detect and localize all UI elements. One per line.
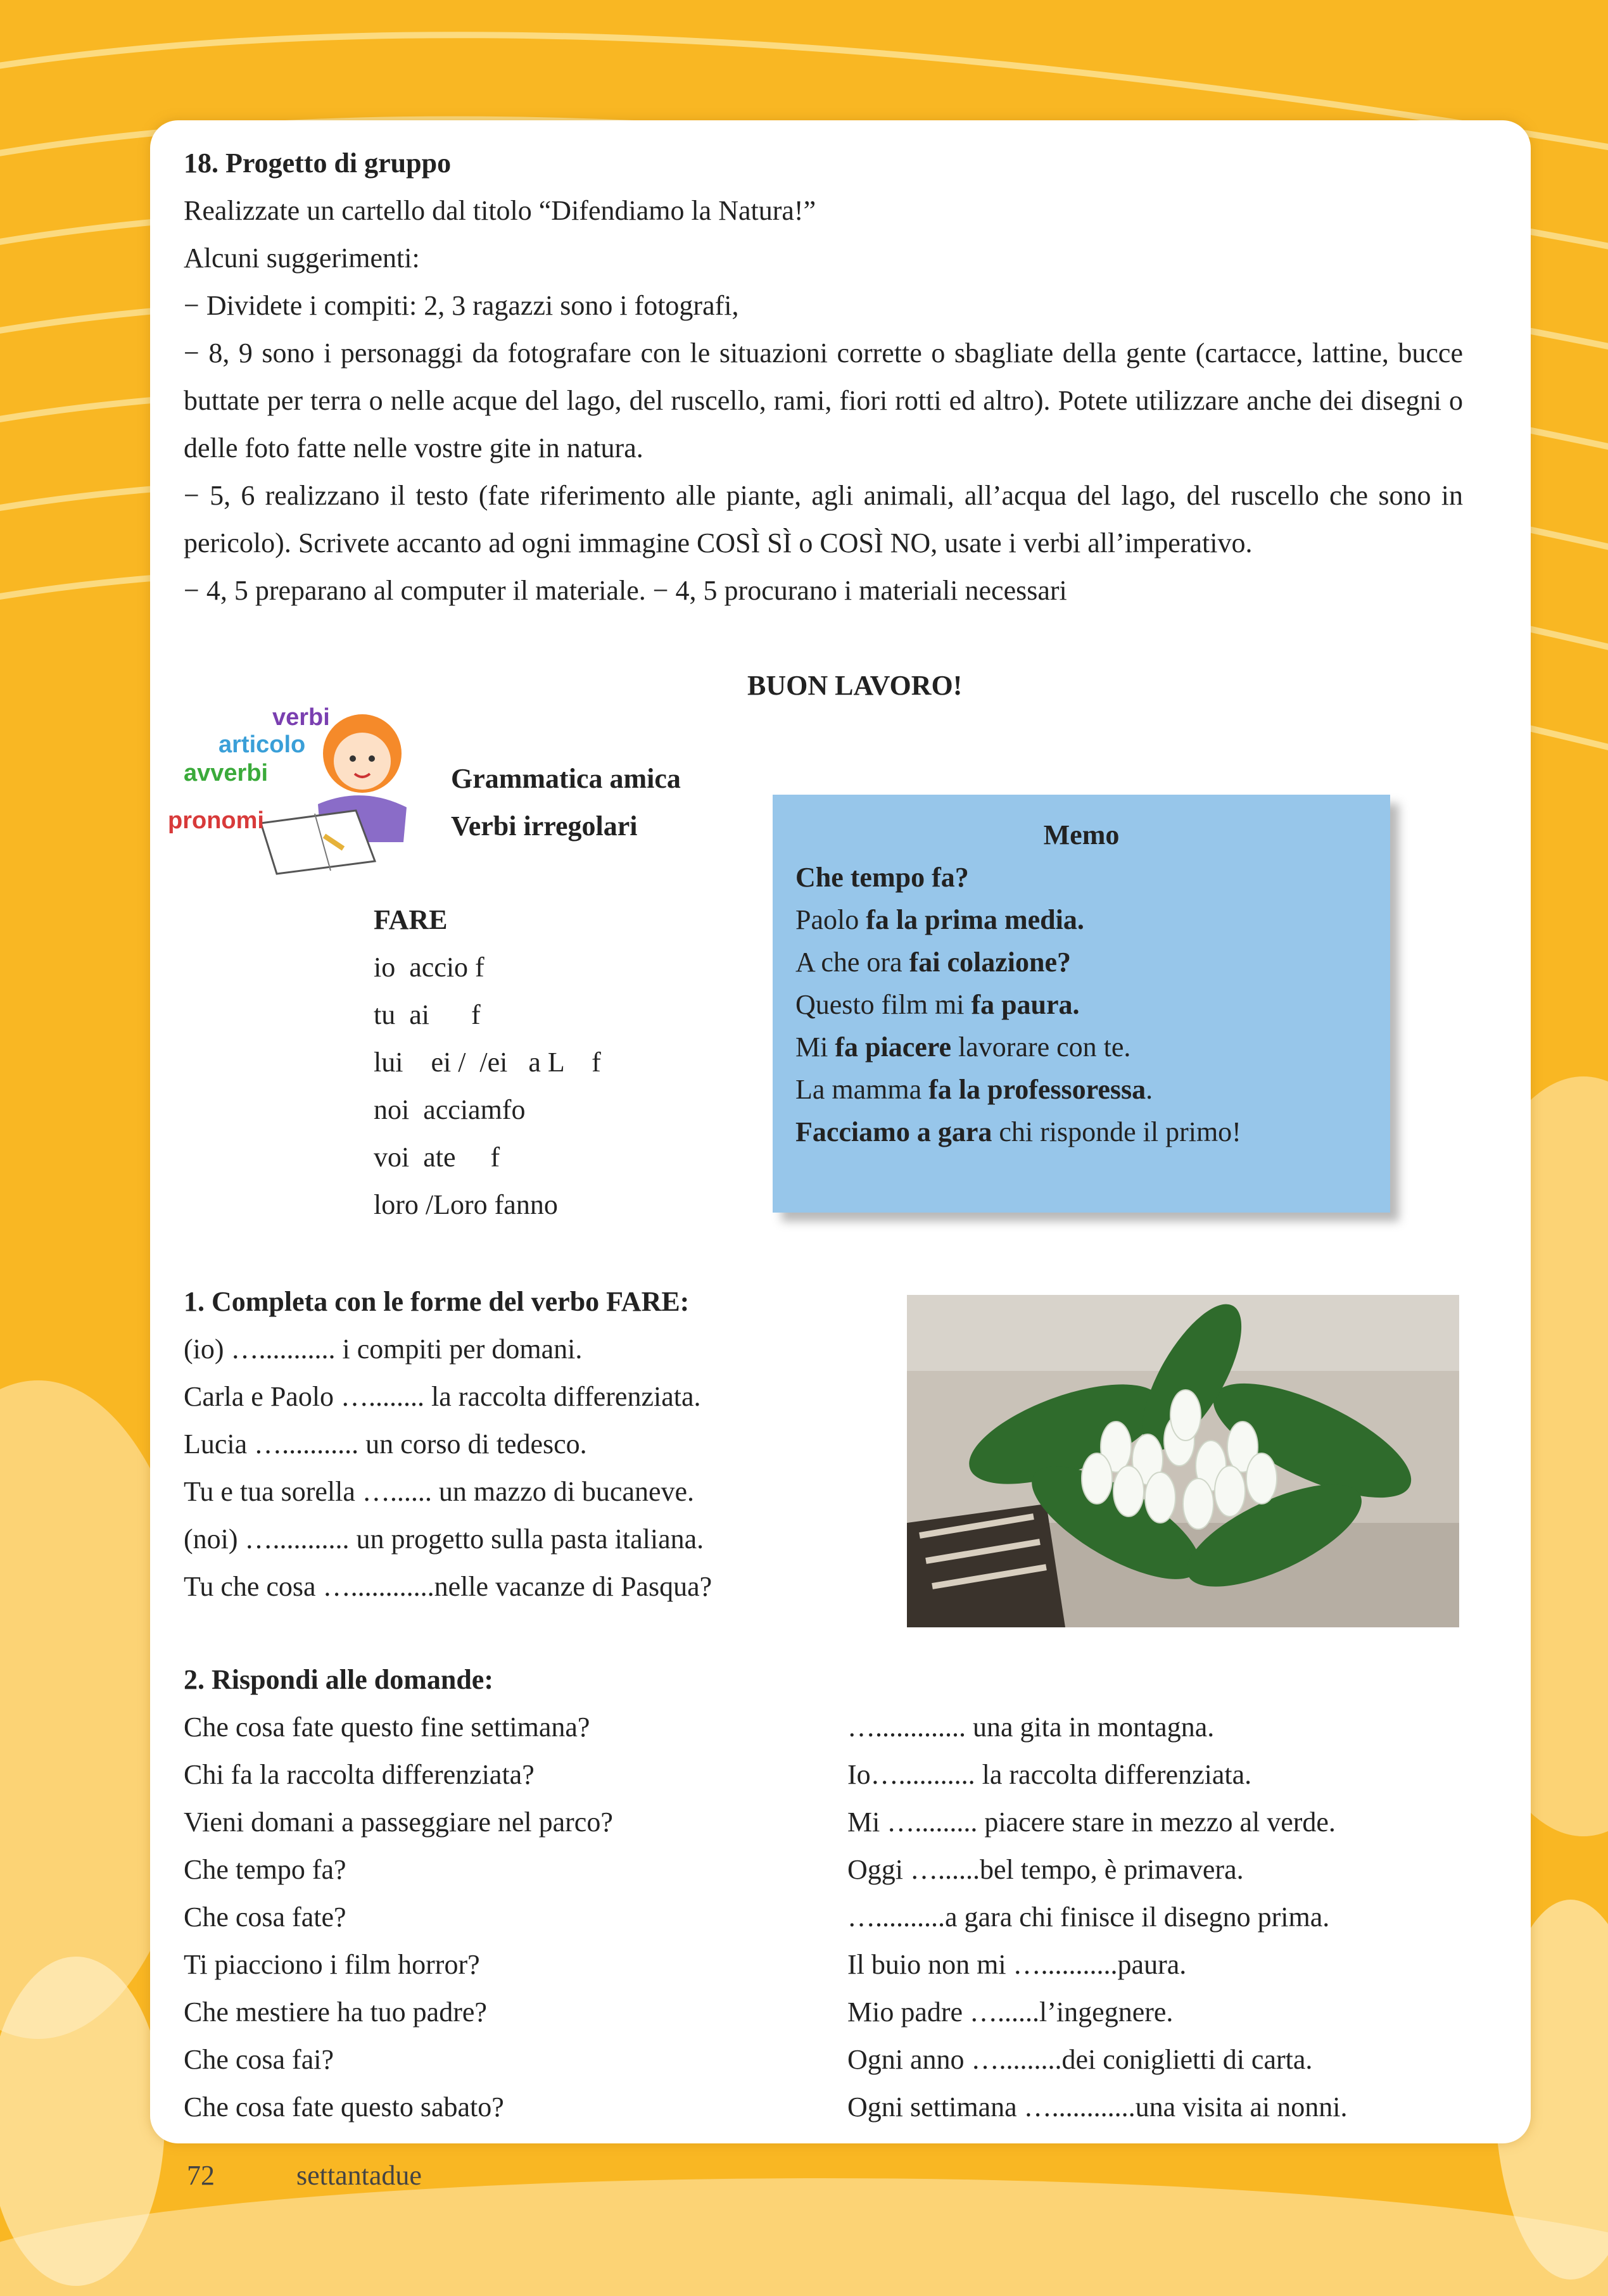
memo-line bbox=[795, 1068, 1390, 1111]
memo-text: A che ora bbox=[795, 947, 909, 978]
exercise2-answers bbox=[847, 1703, 1347, 2131]
memo-bold-text: fa la professoressa bbox=[928, 1074, 1146, 1105]
memo-bold-text: fa la prima media. bbox=[866, 904, 1084, 935]
page-number: 72 bbox=[187, 2160, 215, 2191]
conjugation-row: io accio f bbox=[374, 952, 484, 983]
project-closing: BUON LAVORO! bbox=[747, 670, 963, 701]
answer-item: …..........a gara chi finisce il disegno prima. bbox=[847, 1902, 1330, 1933]
verb-name: FARE bbox=[374, 904, 448, 935]
answer-item: Oggi …......bel tempo, è primavera. bbox=[847, 1854, 1244, 1885]
illustration-word: avverbi bbox=[184, 760, 269, 786]
memo-line bbox=[795, 1111, 1390, 1153]
project-heading: 18. Progetto di gruppo bbox=[184, 148, 452, 179]
memo-lines bbox=[773, 856, 1390, 1153]
memo-text: chi risponde il primo! bbox=[992, 1116, 1241, 1147]
exercise1-item: Tu che cosa …............nelle vacanze di Pasqua? bbox=[184, 1571, 712, 1602]
exercise1-item: Tu e tua sorella …...... un mazzo di bucaneve. bbox=[184, 1476, 695, 1507]
memo-box bbox=[773, 795, 1390, 1213]
answer-item: Mio padre …......l’ingegnere. bbox=[847, 1996, 1174, 2028]
project-line: − Dividete i compiti: 2, 3 ragazzi sono i fotografi, bbox=[184, 290, 739, 321]
memo-text: . bbox=[1146, 1074, 1153, 1105]
page-number-word: settantadue bbox=[296, 2160, 422, 2191]
memo-text: Mi bbox=[795, 1031, 835, 1063]
answer-item: Ogni settimana …............una visita ai nonni. bbox=[847, 2091, 1348, 2123]
answer-item: Ogni anno ….........dei coniglietti di carta. bbox=[847, 2044, 1313, 2075]
question-item: Che cosa fate questo sabato? bbox=[184, 2091, 504, 2123]
exercise1-item: (io) …........... i compiti per domani. bbox=[184, 1334, 583, 1365]
project-text bbox=[184, 187, 1463, 614]
conjugation-row: loro /Loro fanno bbox=[374, 1189, 558, 1220]
illustration-word: pronomi bbox=[168, 807, 264, 834]
exercise2-heading: 2. Rispondi alle domande: bbox=[184, 1664, 493, 1695]
exercise1-list bbox=[184, 1325, 712, 1610]
memo-bold-text: fa piacere bbox=[835, 1031, 952, 1063]
memo-bold-text: Facciamo a gara bbox=[795, 1116, 992, 1147]
exercise2-questions bbox=[184, 1703, 613, 2131]
project-line: Alcuni suggerimenti: bbox=[184, 243, 420, 274]
answer-item: …............. una gita in montagna. bbox=[847, 1712, 1215, 1743]
question-item: Che cosa fate questo fine settimana? bbox=[184, 1712, 590, 1743]
memo-line bbox=[795, 983, 1390, 1026]
answer-item: Il buio non mi …...........paura. bbox=[847, 1949, 1187, 1980]
grammar-title: Grammatica amica bbox=[451, 763, 681, 794]
exercise1-item: (noi) …........... un progetto sulla pasta italiana. bbox=[184, 1523, 704, 1555]
question-item: Che cosa fate? bbox=[184, 1902, 346, 1933]
exercise1-heading: 1. Completa con le forme del verbo FARE: bbox=[184, 1286, 690, 1317]
memo-text: La mamma bbox=[795, 1074, 929, 1105]
memo-bold-text: Che tempo fa? bbox=[795, 862, 969, 893]
snowdrop-flowers-photo bbox=[907, 1295, 1459, 1627]
memo-line bbox=[795, 1026, 1390, 1068]
exercise1-item: Carla e Paolo …........ la raccolta differenziata. bbox=[184, 1381, 701, 1412]
grammar-subtitle: Verbi irregolari bbox=[451, 811, 638, 842]
memo-line bbox=[795, 899, 1390, 941]
illustration-word: articolo bbox=[218, 731, 306, 758]
question-item: Chi fa la raccolta differenziata? bbox=[184, 1759, 535, 1790]
question-item: Che mestiere ha tuo padre? bbox=[184, 1996, 487, 2028]
project-line: − 8, 9 sono i personaggi da fotografare con le situazioni corrette o sbagliate della gente (cartacce, lattine, bucce buttate per terra o nelle acque del lago, del ruscello, rami, fiori rotti ed altro). Potete utilizzare anche dei disegni o delle foto fatte nelle vostre gite in natura. bbox=[184, 337, 1463, 464]
exercise1-item: Lucia …........... un corso di tedesco. bbox=[184, 1429, 587, 1460]
conjugation-row: tu ai f bbox=[374, 999, 481, 1030]
project-line: − 5, 6 realizzano il testo (fate riferimento alle piante, agli animali, all’acqua del lago, del ruscello che sono in pericolo). Scrivete accanto ad ogni immagine COSÌ SÌ o COSÌ NO, usate i verbi all’imperativo. bbox=[184, 480, 1463, 558]
answer-item: Mi …......... piacere stare in mezzo al verde. bbox=[847, 1807, 1336, 1838]
conjugation-table bbox=[374, 896, 601, 1228]
question-item: Ti piacciono i film horror? bbox=[184, 1949, 480, 1980]
conjugation-row: noi acciamfo bbox=[374, 1094, 526, 1125]
illustration-word: verbi bbox=[272, 704, 330, 731]
project-line: Realizzate un cartello dal titolo “Difendiamo la Natura!” bbox=[184, 195, 816, 226]
memo-line bbox=[795, 941, 1390, 983]
memo-line bbox=[795, 856, 1390, 899]
project-line: − 4, 5 preparano al computer il materiale. − 4, 5 procurano i materiali necessari bbox=[184, 575, 1067, 606]
memo-text: lavorare con te. bbox=[951, 1031, 1131, 1063]
question-item: Che tempo fa? bbox=[184, 1854, 346, 1885]
conjugation-row: lui ei / /ei a L f bbox=[374, 1047, 601, 1078]
question-item: Vieni domani a passeggiare nel parco? bbox=[184, 1807, 613, 1838]
memo-text: Questo film mi bbox=[795, 989, 972, 1020]
answer-item: Io…........... la raccolta differenziata. bbox=[847, 1759, 1252, 1790]
conjugation-row: voi ate f bbox=[374, 1142, 500, 1173]
memo-title: Memo bbox=[1043, 819, 1120, 850]
memo-text: Paolo bbox=[795, 904, 866, 935]
question-item: Che cosa fai? bbox=[184, 2044, 334, 2075]
memo-bold-text: fa paura. bbox=[971, 989, 1080, 1020]
memo-bold-text: fai colazione? bbox=[909, 947, 1071, 978]
